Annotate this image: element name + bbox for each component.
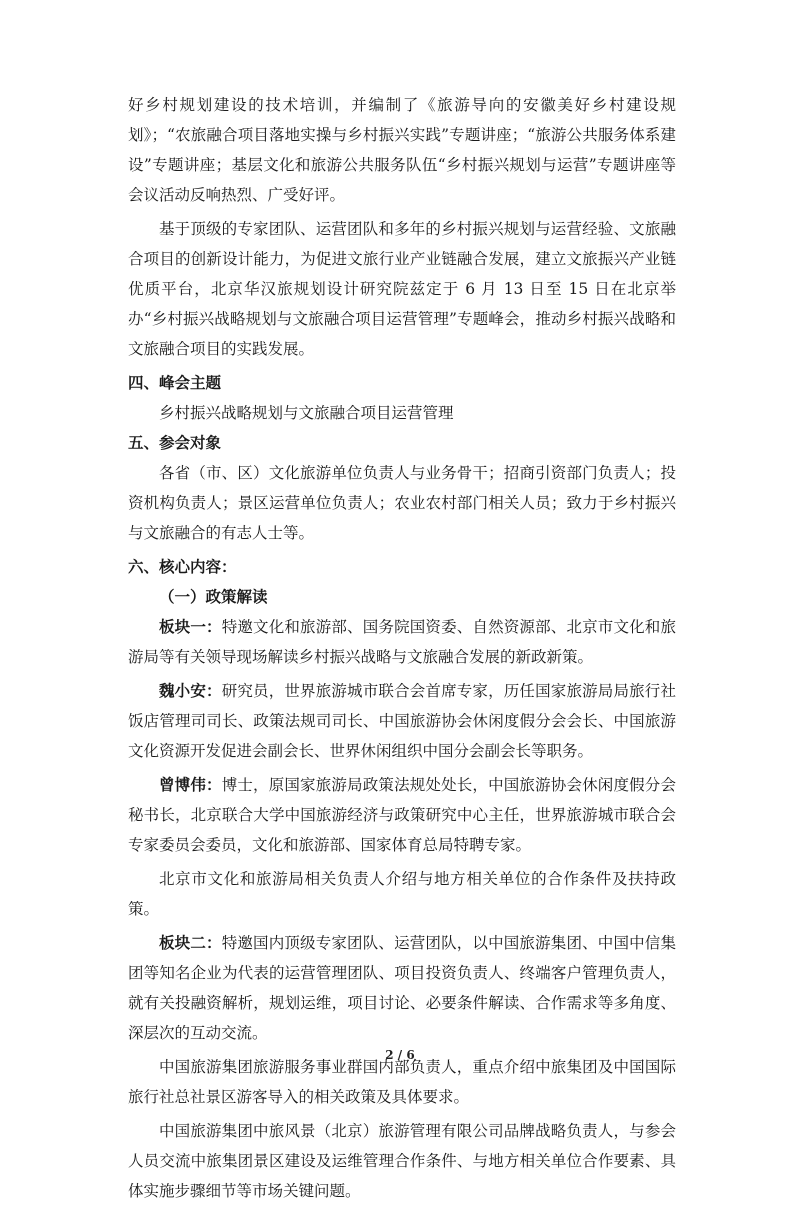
paragraph-zeng-bowei — [128, 770, 676, 860]
paragraph-beijing-bureau: 北京市文化和旅游局相关负责人介绍与地方相关单位的合作条件及扶持政策。 — [128, 870, 676, 918]
block-two-label: 板块二： — [159, 934, 222, 952]
paragraph-block-two — [128, 928, 676, 1048]
paragraph-ctg-service: 中国旅游集团旅游服务事业群国内部负责人，重点介绍中旅集团及中国国际旅行社总社景区游客导入的相关政策及具体要求。 — [128, 1058, 676, 1106]
section-heading-attendees: 五、参会对象 — [128, 434, 222, 452]
section-heading-core-content: 六、核心内容： — [128, 558, 237, 576]
subsection-heading-policy: （一）政策解读 — [159, 588, 268, 606]
block-one-label: 板块一： — [159, 618, 222, 636]
zeng-bowei-label: 曾博伟： — [159, 776, 222, 794]
document-body — [128, 90, 676, 1206]
wei-xiaoan-text: 研究员，世界旅游城市联合会首席专家，历任国家旅游局局旅行社饭店管理司司长、政策法规司司长、中国旅游协会休闲度假分会会长、中国旅游文化资源开发促进会副会长、世界休闲组织中国分会副会长等职务。 — [128, 682, 676, 760]
paragraph-theme: 乡村振兴战略规划与文旅融合项目运营管理 — [159, 404, 454, 422]
zeng-bowei-text: 博士，原国家旅游局政策法规处处长，中国旅游协会休闲度假分会秘书长，北京联合大学中国旅游经济与政策研究中心主任，世界旅游城市联合会专家委员会委员，文化和旅游部、国家体育总局特聘专家。 — [128, 776, 676, 854]
section-heading-theme: 四、峰会主题 — [128, 374, 222, 392]
page-number: 2 / 6 — [385, 1048, 415, 1062]
block-one-text: 特邀文化和旅游部、国务院国资委、自然资源部、北京市文化和旅游局等有关领导现场解读乡村振兴战略与文旅融合发展的新政新策。 — [128, 618, 676, 666]
paragraph-ctg-scenery: 中国旅游集团中旅风景（北京）旅游管理有限公司品牌战略负责人，与参会人员交流中旅集团景区建设及运维管理合作条件、与地方相关单位合作要素、具体实施步骤细节等市场关键问题。 — [128, 1122, 676, 1200]
paragraph-summit-intro: 基于顶级的专家团队、运营团队和多年的乡村振兴规划与运营经验、文旅融合项目的创新设计能力，为促进文旅行业产业链融合发展，建立文旅振兴产业链优质平台，北京华汉旅规划设计研究院兹定于 6 月 13 日至 15 日在北京举办“乡村振兴战略规划与文旅融合项目运营管理”专题峰会，推动乡村振兴战略和文旅融合项目的实践发展。 — [128, 220, 676, 358]
paragraph-attendees: 各省（市、区）文化旅游单位负责人与业务骨干；招商引资部门负责人；投资机构负责人；景区运营单位负责人；农业农村部门相关人员；致力于乡村振兴与文旅融合的有志人士等。 — [128, 464, 676, 542]
wei-xiaoan-label: 魏小安： — [159, 682, 222, 700]
paragraph-training-intro: 好乡村规划建设的技术培训，并编制了《旅游导向的安徽美好乡村建设规划》；“农旅融合项目落地实操与乡村振兴实践”专题讲座；“旅游公共服务体系建设”专题讲座；基层文化和旅游公共服务队伍“乡村振兴规划与运营”专题讲座等会议活动反响热烈、广受好评。 — [128, 96, 676, 204]
paragraph-block-one — [128, 612, 676, 672]
paragraph-wei-xiaoan — [128, 676, 676, 766]
block-two-text: 特邀国内顶级专家团队、运营团队，以中国旅游集团、中国中信集团等知名企业为代表的运营管理团队、项目投资负责人、终端客户管理负责人，就有关投融资解析，规划运维，项目讨论、必要条件解读、合作需求等多角度、深层次的互动交流。 — [128, 934, 676, 1042]
